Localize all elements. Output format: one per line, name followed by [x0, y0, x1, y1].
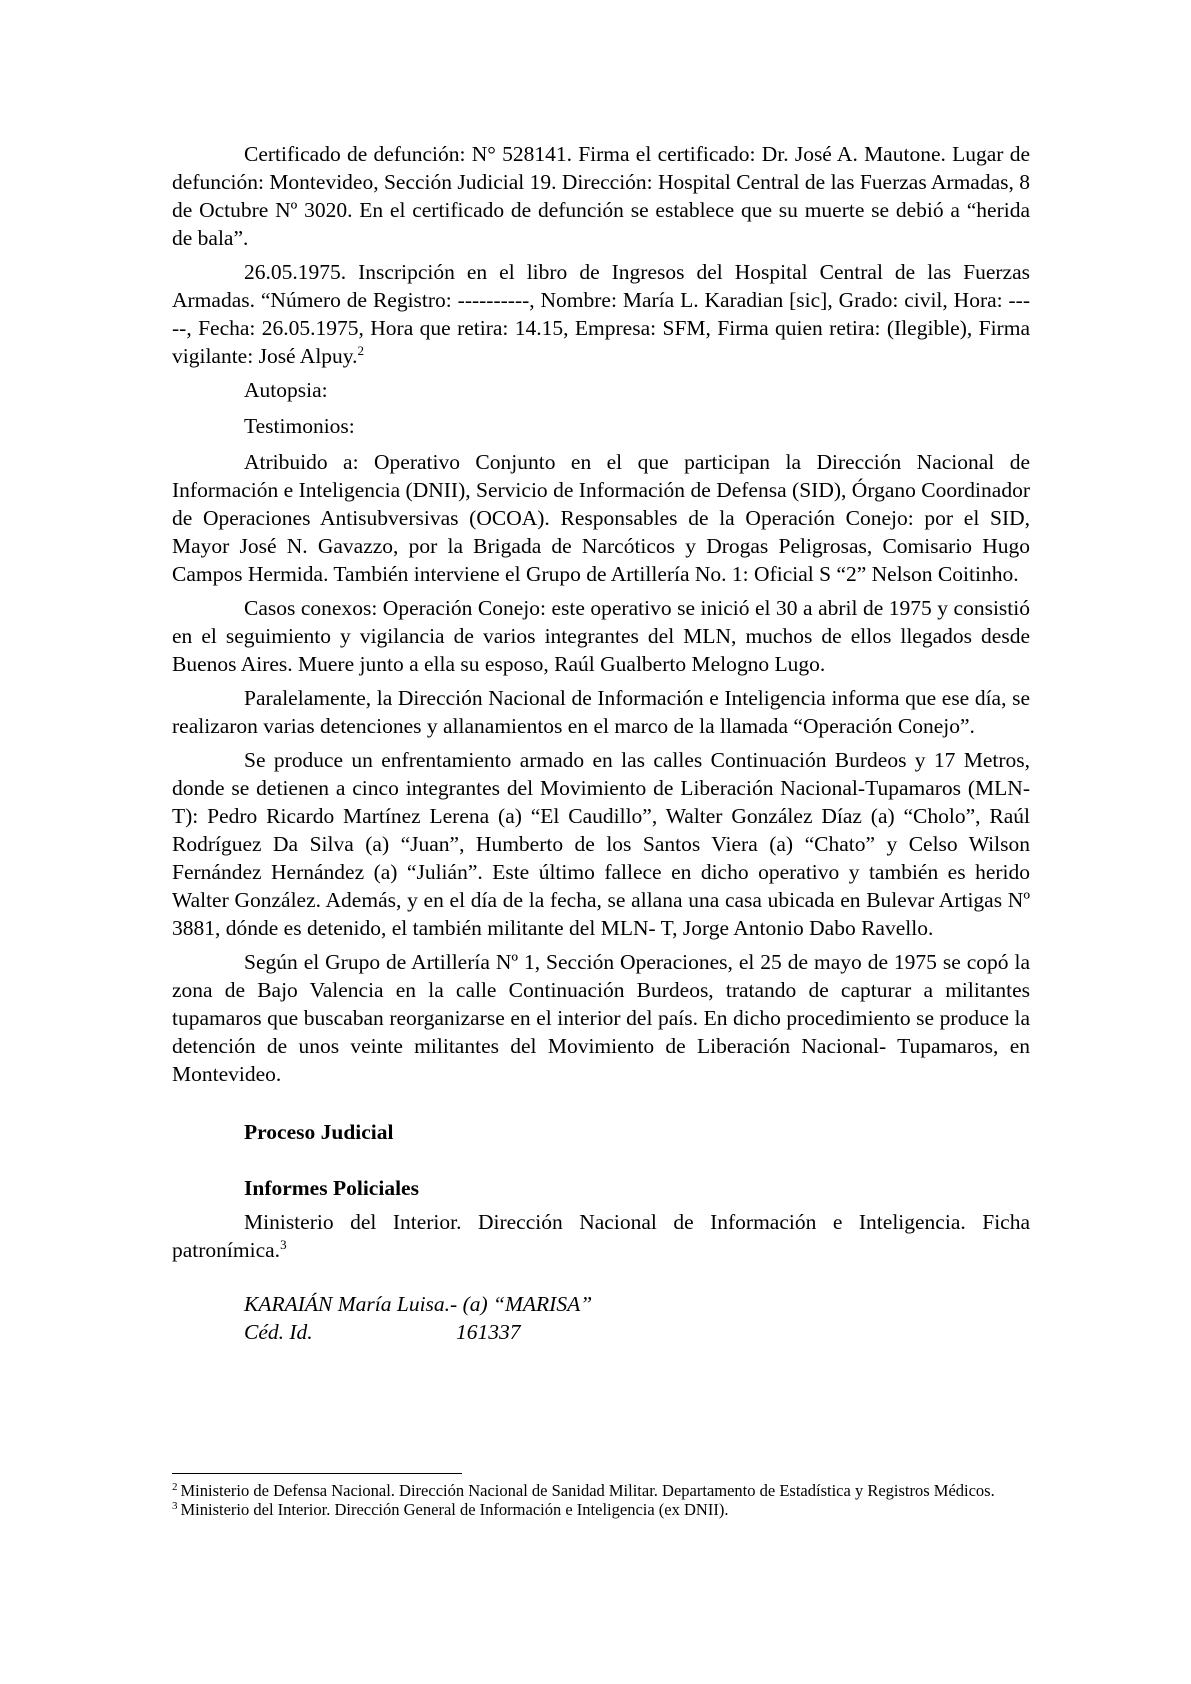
footnote-2 [172, 1481, 1030, 1500]
footnotes [172, 1481, 1030, 1519]
paragraph-atribuido: Atribuido a: Operativo Conjunto en el que participan la Dirección Nacional de Información e Inteligencia (DNII), Servicio de Información de Defensa (SID), Órgano Coordinador de Operaciones Antisubversivas (OCOA). Responsables de la Operación Conejo: por el SID, Mayor José N. Gavazzo, por la Brigada de Narcóticos y Drogas Peligrosas, Comisario Hugo Campos Hermida. También interviene el Grupo de Artillería No. 1: Oficial S “2” Nelson Coitinho. [172, 450, 1030, 586]
record-name: KARAIÁN María Luisa.- (a) “MARISA” [244, 1292, 593, 1316]
paragraph-inscripcion: 26.05.1975. Inscripción en el libro de Ingresos del Hospital Central de las Fuerzas Armadas. “Número de Registro: ----------, Nombre: María L. Karadian [sic], Grado: civil, Hora: -----, Fecha: 26.05.1975, Hora que retira: 14.15, Empresa: SFM, Firma quien retira: (Ilegible), Firma vigilante: José Alpuy.$^2$ [172, 260, 1030, 368]
ficha-record [172, 1290, 1030, 1346]
paragraph-enfrentamiento: Se produce un enfrentamiento armado en las calles Continuación Burdeos y 17 Metros, donde se detienen a cinco integrantes del Movimiento de Liberación Nacional-Tupamaros (MLN-T): Pedro Ricardo Martínez Lerena (a) “El Caudillo”, Walter González Díaz (a) “Cholo”, Raúl Rodríguez Da Silva (a) “Juan”, Humberto de los Santos Viera (a) “Chato” y Celso Wilson Fernández Hernández (a) “Julián”. Este último fallece en dicho operativo y también es herido Walter González. Además, y en el día de la fecha, se allana una casa ubicada en Bulevar Artigas Nº 3881, dónde es detenido, el también militante del MLN- T, Jorge Antonio Dabo Ravello. [172, 748, 1030, 940]
footnote-separator [172, 1473, 462, 1474]
paragraph-ministerio: Ministerio del Interior. Dirección Nacional de Información e Inteligencia. Ficha patronímica.$^3$ [172, 1210, 1030, 1262]
paragraph-autopsia: Autopsia: [244, 378, 328, 402]
footnote-3 [172, 1500, 1030, 1519]
heading-informes-policiales: Informes Policiales [244, 1176, 419, 1200]
footnote-text: Ministerio de Defensa Nacional. Dirección Nacional de Sanidad Militar. Departamento de Estadística y Registros Médicos. [180, 1481, 995, 1500]
footnote-ref-2[interactable]: 2 [357, 342, 365, 358]
footnote-number: 2 [172, 1480, 178, 1493]
paragraph-grupo-artilleria: Según el Grupo de Artillería Nº 1, Sección Operaciones, el 25 de mayo de 1975 se copó la zona de Bajo Valencia en la calle Continuación Burdeos, tratando de capturar a militantes tupamaros que buscaban reorganizarse en el interior del país. En dicho procedimiento se produce la detención de unos veinte militantes del Movimiento de Liberación Nacional- Tupamaros, en Montevideo. [172, 950, 1030, 1086]
record-id-value: 161337 [456, 1320, 521, 1344]
record-id-line [244, 1318, 1030, 1346]
heading-proceso-judicial: Proceso Judicial [244, 1120, 394, 1144]
paragraph-certificado: Certificado de defunción: N° 528141. Firma el certificado: Dr. José A. Mautone. Lugar de defunción: Montevideo, Sección Judicial 19. Dirección: Hospital Central de las Fuerzas Armadas, 8 de Octubre Nº 3020. En el certificado de defunción se establece que su muerte se debió a “herida de bala”. [172, 142, 1030, 250]
record-name-line [244, 1290, 1030, 1318]
body-text [172, 140, 1030, 1346]
paragraph-testimonios: Testimonios: [244, 414, 355, 438]
footnote-ref-3[interactable]: 3 [280, 1236, 287, 1252]
paragraph-casos-conexos: Casos conexos: Operación Conejo: este operativo se inició el 30 a abril de 1975 y consistió en el seguimiento y vigilancia de varios integrantes del MLN, muchos de ellos llegados desde Buenos Aires. Muere junto a ella su esposo, Raúl Gualberto Melogno Lugo. [172, 596, 1030, 676]
record-id-label: Céd. Id. [244, 1320, 313, 1344]
paragraph-paralelamente: Paralelamente, la Dirección Nacional de Información e Inteligencia informa que ese día, se realizaron varias detenciones y allanamientos en el marco de la llamada “Operación Conejo”. [172, 686, 1030, 738]
footnote-number: 3 [172, 1499, 178, 1512]
footnote-text: Ministerio del Interior. Dirección General de Información e Inteligencia (ex DNII). [180, 1500, 729, 1519]
